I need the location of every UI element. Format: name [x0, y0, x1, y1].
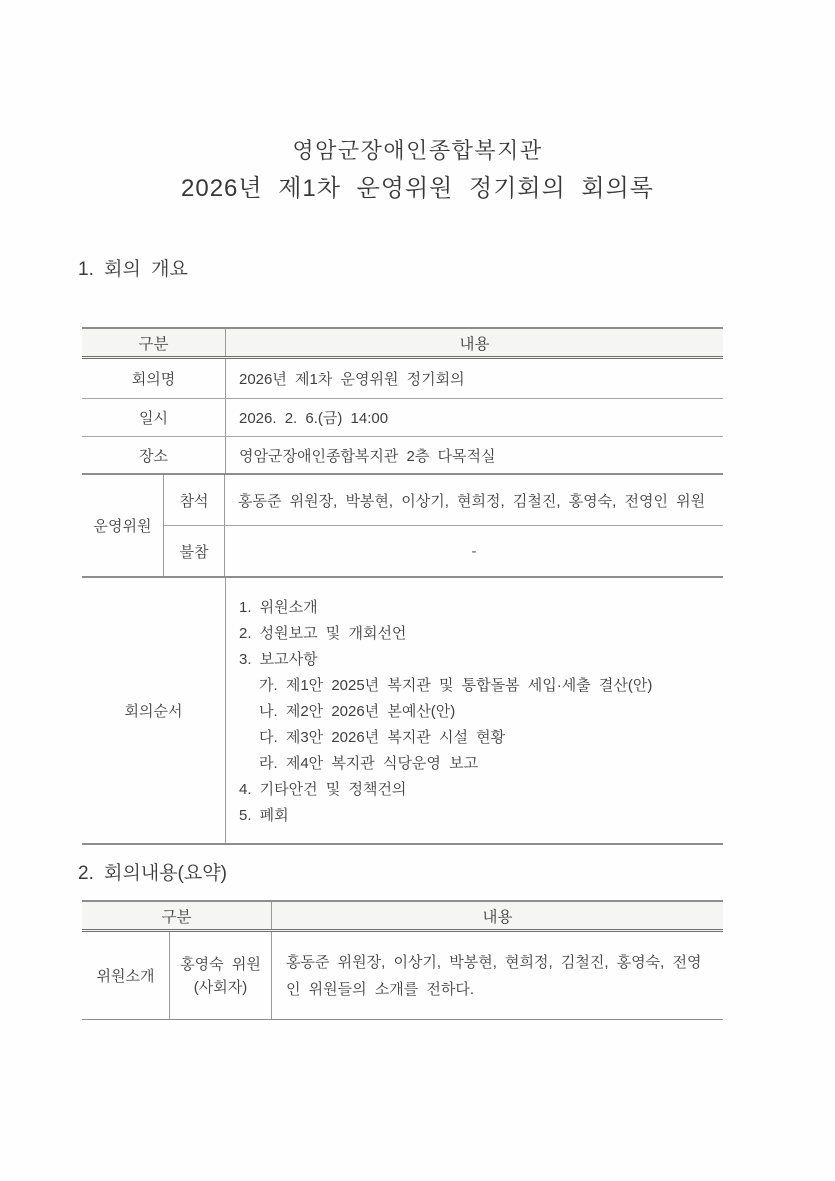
table2-header-row — [82, 900, 723, 932]
table1-header-row — [82, 327, 723, 359]
table-row-meeting-name — [82, 359, 723, 399]
committee-label: 운영위원 — [82, 475, 164, 576]
meeting-summary-table — [82, 900, 723, 1020]
section2-heading: 2. 회의내용(요약) — [78, 863, 227, 884]
document-title: 2026년 제1차 운영위원 정기회의 회의록 — [181, 175, 654, 202]
place-value: 영암군장애인종합복지관 2층 다목적실 — [239, 447, 496, 465]
table1-header-naeyong: 내용 — [459, 335, 490, 353]
attend-value: 홍동준 위원장, 박봉현, 이상기, 현희정, 김철진, 홍영숙, 전영인 위원 — [238, 492, 706, 510]
agenda-sub-item: 나. 제2안 2026년 본예산(안) — [259, 703, 456, 720]
org-title: 영암군장애인종합복지관 — [292, 138, 543, 163]
speaker-role: (사회자) — [193, 978, 248, 996]
agenda-sub-item: 라. 제4안 복지관 식당운영 보고 — [259, 755, 479, 772]
committee-absent-row — [164, 526, 723, 576]
agenda-item: 5. 폐회 — [239, 807, 289, 824]
agenda-items — [226, 578, 723, 843]
table1-header-gubun: 구분 — [82, 329, 226, 356]
table-row-agenda — [82, 578, 723, 845]
place-label: 장소 — [82, 437, 226, 473]
table2-header-gubun: 구분 — [82, 902, 272, 929]
agenda-item: 4. 기타안건 및 정책건의 — [239, 781, 407, 798]
section1-heading: 1. 회의 개요 — [78, 259, 188, 280]
datetime-value: 2026. 2. 6.(금) 14:00 — [239, 410, 389, 427]
table-row-committee — [82, 475, 723, 578]
agenda-label: 회의순서 — [82, 578, 226, 843]
table2-header-naeyong: 내용 — [482, 908, 513, 926]
agenda-item: 1. 위원소개 — [239, 599, 318, 616]
agenda-item: 2. 성원보고 및 개회선언 — [239, 625, 407, 642]
meeting-name-value: 2026년 제1차 운영위원 정기회의 — [239, 371, 465, 388]
absent-value: - — [471, 542, 477, 560]
committee-sub-rows — [164, 475, 723, 576]
meeting-name-label: 회의명 — [82, 359, 226, 398]
summary-category: 위원소개 — [82, 932, 170, 1019]
attend-label: 참석 — [164, 475, 225, 525]
speaker-name: 홍영숙 위원 — [180, 955, 261, 973]
meeting-overview-table — [82, 327, 723, 845]
table-row-datetime — [82, 399, 723, 437]
summary-speaker — [170, 932, 272, 1019]
committee-attend-row — [164, 475, 723, 526]
agenda-sub-item: 다. 제3안 2026년 복지관 시설 현황 — [259, 729, 506, 746]
agenda-sub-item: 가. 제1안 2025년 복지관 및 통합돌봄 세입·세출 결산(안) — [259, 677, 653, 694]
summary-row-intro — [82, 932, 723, 1020]
absent-label: 불참 — [164, 526, 225, 576]
table-row-place — [82, 437, 723, 475]
agenda-item: 3. 보고사항 — [239, 651, 318, 668]
document-title-block — [0, 136, 835, 205]
summary-content: 홍동준 위원장, 이상기, 박봉현, 현희정, 김철진, 홍영숙, 전영인 위원들의 소개를 전하다. — [286, 953, 702, 998]
datetime-label: 일시 — [82, 399, 226, 436]
